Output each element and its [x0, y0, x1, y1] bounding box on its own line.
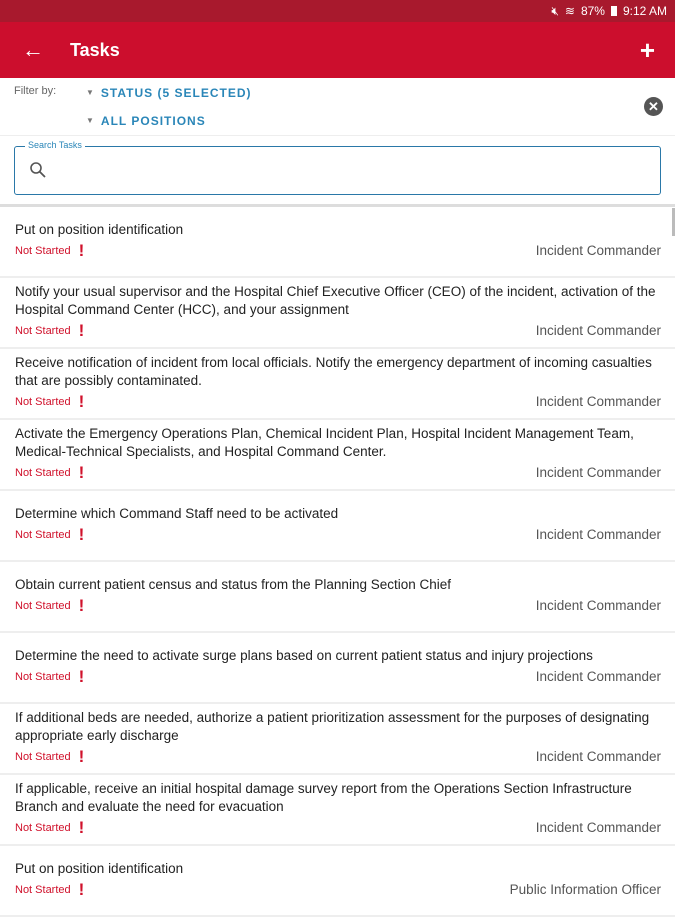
task-position: Incident Commander: [535, 394, 661, 409]
clock: 9:12 AM: [622, 4, 667, 18]
filter-bar: [0, 78, 675, 136]
priority-icon: !: [78, 462, 85, 482]
task-list: [0, 207, 675, 917]
task-status: Not Started: [15, 670, 71, 683]
task-row[interactable]: [0, 349, 675, 420]
search-icon: [29, 161, 47, 179]
task-row[interactable]: [0, 420, 675, 491]
search-input[interactable]: [59, 157, 649, 183]
app-bar: [0, 22, 675, 78]
task-meta: [15, 461, 661, 485]
task-status: Not Started: [15, 821, 71, 834]
task-row[interactable]: [0, 278, 675, 349]
back-arrow-icon[interactable]: ←: [22, 37, 44, 62]
wifi-icon: ≋: [564, 4, 575, 18]
task-meta: [15, 319, 661, 343]
task-status: Not Started: [15, 395, 71, 408]
task-title: Put on position identification: [15, 860, 184, 876]
task-row[interactable]: [0, 491, 675, 562]
task-meta: [15, 745, 661, 769]
priority-icon: !: [78, 817, 85, 837]
priority-icon: !: [78, 240, 85, 260]
task-title: If applicable, receive an initial hospital damage survey report from the Operations Section Infrastructure Branch and evaluate the need for evacuation: [15, 780, 632, 814]
priority-icon: !: [78, 524, 85, 544]
task-meta: [15, 594, 661, 618]
task-row[interactable]: [0, 633, 675, 704]
priority-icon: !: [78, 391, 85, 411]
positions-filter-dropdown[interactable]: ▼ ALL POSITIONS: [86, 114, 206, 128]
caret-down-icon: ▼: [86, 116, 95, 125]
task-position: Incident Commander: [535, 749, 661, 764]
battery-level: 87%: [580, 4, 605, 18]
task-title: Determine the need to activate surge plans based on current patient status and injury projections: [15, 647, 593, 663]
priority-icon: !: [78, 320, 85, 340]
task-status: Not Started: [15, 244, 71, 257]
task-meta: [15, 665, 661, 689]
task-position: Incident Commander: [535, 598, 661, 613]
task-position: Incident Commander: [535, 669, 661, 684]
task-title: Notify your usual supervisor and the Hospital Chief Executive Officer (CEO) of the incident, activation of the Hospital Command Center (HCC), and your assignment: [15, 283, 656, 317]
priority-icon: !: [78, 595, 85, 615]
task-position: Incident Commander: [535, 243, 661, 258]
battery-icon: [611, 6, 617, 16]
task-title: Receive notification of incident from local officials. Notify the emergency department of incoming casualties that are possibly contaminated.: [15, 354, 652, 388]
task-position: Incident Commander: [535, 820, 661, 835]
task-status: Not Started: [15, 599, 71, 612]
task-title: Determine which Command Staff need to be activated: [15, 505, 339, 521]
task-status: Not Started: [15, 466, 71, 479]
add-task-button[interactable]: +: [639, 34, 655, 65]
task-row[interactable]: [0, 775, 675, 846]
task-title: Put on position identification: [15, 221, 184, 237]
priority-icon: !: [78, 879, 85, 899]
clear-filters-icon[interactable]: ✕: [644, 97, 663, 116]
filter-label: Filter by:: [14, 85, 57, 97]
search-field[interactable]: [14, 140, 661, 195]
caret-down-icon: ▼: [86, 88, 95, 97]
task-meta: [15, 523, 661, 547]
status-filter-dropdown[interactable]: ▼ STATUS (5 SELECTED): [86, 86, 252, 100]
task-position: Incident Commander: [535, 465, 661, 480]
search-label: Search Tasks: [25, 140, 85, 150]
task-position: Incident Commander: [535, 527, 661, 542]
task-status: Not Started: [15, 528, 71, 541]
task-meta: [15, 878, 661, 902]
task-position: Incident Commander: [535, 323, 661, 338]
task-title: If additional beds are needed, authorize a patient prioritization assessment for the purposes of designating appropriate early discharge: [15, 709, 650, 743]
task-status: Not Started: [15, 324, 71, 337]
page-title: Tasks: [70, 39, 120, 60]
task-row[interactable]: [0, 846, 675, 917]
task-status: Not Started: [15, 750, 71, 763]
task-meta: [15, 390, 661, 414]
mute-icon: 🔇︎: [551, 3, 559, 18]
task-meta: [15, 816, 661, 840]
task-position: Public Information Officer: [509, 882, 661, 897]
task-meta: [15, 239, 661, 263]
task-title: Activate the Emergency Operations Plan, Chemical Incident Plan, Hospital Incident Management Team, Medical-Technical Specialists, and Hospital Command Center.: [15, 425, 634, 459]
task-status: Not Started: [15, 883, 71, 896]
priority-icon: !: [78, 746, 85, 766]
status-bar: [0, 0, 675, 22]
priority-icon: !: [78, 666, 85, 686]
task-row[interactable]: [0, 704, 675, 775]
task-title: Obtain current patient census and status from the Planning Section Chief: [15, 576, 452, 592]
task-row[interactable]: [0, 562, 675, 633]
task-row[interactable]: [0, 207, 675, 278]
